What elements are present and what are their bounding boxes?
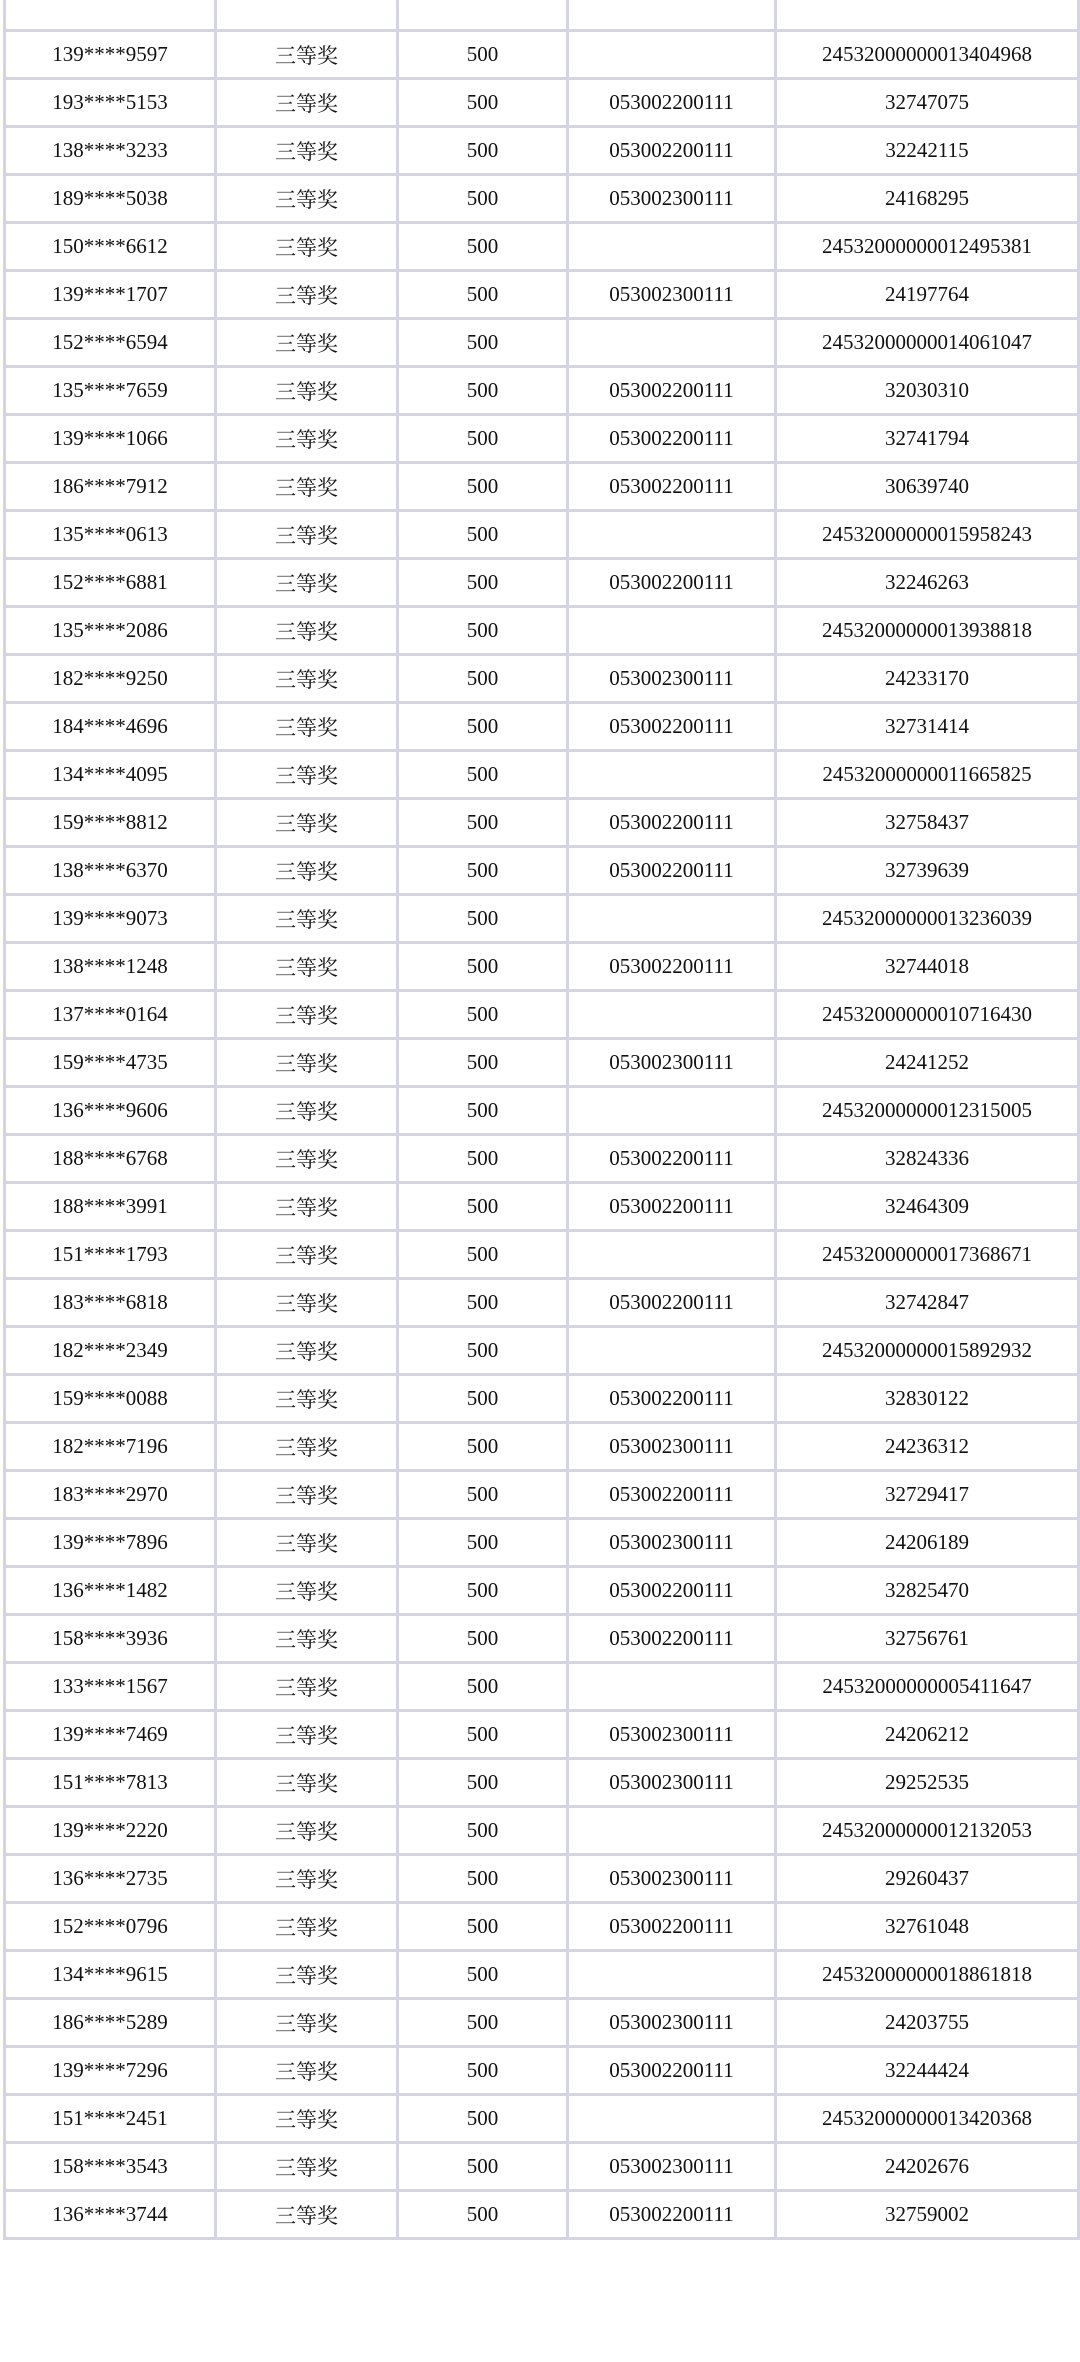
prize-level-cell: 三等奖 xyxy=(216,1231,398,1279)
number-cell: 32731414 xyxy=(776,703,1079,751)
phone-cell: 133****1567 xyxy=(5,1663,216,1711)
phone-cell: 139****1707 xyxy=(5,271,216,319)
phone-cell: 188****3991 xyxy=(5,1183,216,1231)
table-row xyxy=(5,2191,1079,2239)
code-cell: 053002200111 xyxy=(568,1567,776,1615)
code-cell xyxy=(568,223,776,271)
code-cell: 053002300111 xyxy=(568,2143,776,2191)
code-cell: 053002200111 xyxy=(568,1135,776,1183)
phone-cell: 159****0088 xyxy=(5,1375,216,1423)
phone-cell: 139****9597 xyxy=(5,31,216,79)
amount-cell: 500 xyxy=(398,1039,568,1087)
table-row xyxy=(5,415,1079,463)
code-cell: 053002300111 xyxy=(568,1999,776,2047)
phone-cell: 139****2220 xyxy=(5,1807,216,1855)
number-cell: 24532000000005411647 xyxy=(776,1663,1079,1711)
amount-cell: 500 xyxy=(398,2047,568,2095)
code-cell: 053002200111 xyxy=(568,367,776,415)
phone-cell: 159****8812 xyxy=(5,799,216,847)
code-cell xyxy=(568,1087,776,1135)
phone-cell: 182****9250 xyxy=(5,655,216,703)
number-cell: 30639740 xyxy=(776,463,1079,511)
table-row xyxy=(5,1711,1079,1759)
phone-cell: 188****6768 xyxy=(5,1135,216,1183)
table-row xyxy=(5,1327,1079,1375)
prize-level-cell: 三等奖 xyxy=(216,1663,398,1711)
prize-level-cell: 三等奖 xyxy=(216,1999,398,2047)
table-row xyxy=(5,895,1079,943)
table-row xyxy=(5,175,1079,223)
winners-table-body xyxy=(5,0,1079,2239)
prize-level-cell: 三等奖 xyxy=(216,415,398,463)
table-row xyxy=(5,79,1079,127)
phone-cell: 135****2086 xyxy=(5,607,216,655)
code-cell: 053002300111 xyxy=(568,1519,776,1567)
phone-cell: 135****7659 xyxy=(5,367,216,415)
number-cell: 32756761 xyxy=(776,1615,1079,1663)
prize-level-cell: 三等奖 xyxy=(216,175,398,223)
number-cell: 24233170 xyxy=(776,655,1079,703)
number-cell: 32246263 xyxy=(776,559,1079,607)
amount-cell: 500 xyxy=(398,1855,568,1903)
table-row xyxy=(5,1471,1079,1519)
code-cell: 053002200111 xyxy=(568,943,776,991)
amount-cell: 500 xyxy=(398,943,568,991)
amount-cell: 500 xyxy=(398,559,568,607)
number-cell: 32030310 xyxy=(776,367,1079,415)
amount-cell: 500 xyxy=(398,1471,568,1519)
phone-cell: 151****7813 xyxy=(5,1759,216,1807)
number-cell xyxy=(776,0,1079,31)
phone-cell: 139****7469 xyxy=(5,1711,216,1759)
table-row xyxy=(5,943,1079,991)
number-cell: 24532000000012315005 xyxy=(776,1087,1079,1135)
code-cell xyxy=(568,1231,776,1279)
phone-cell: 150****6612 xyxy=(5,223,216,271)
prize-level-cell: 三等奖 xyxy=(216,991,398,1039)
number-cell: 24532000000013404968 xyxy=(776,31,1079,79)
number-cell: 24532000000014061047 xyxy=(776,319,1079,367)
code-cell: 053002200111 xyxy=(568,847,776,895)
prize-level-cell: 三等奖 xyxy=(216,271,398,319)
amount-cell: 500 xyxy=(398,1903,568,1951)
number-cell: 24532000000011665825 xyxy=(776,751,1079,799)
phone-cell: 182****7196 xyxy=(5,1423,216,1471)
prize-level-cell: 三等奖 xyxy=(216,1567,398,1615)
number-cell: 24532000000015958243 xyxy=(776,511,1079,559)
prize-level-cell: 三等奖 xyxy=(216,1807,398,1855)
prize-level-cell: 三等奖 xyxy=(216,367,398,415)
winners-table xyxy=(3,0,1080,2240)
number-cell: 32729417 xyxy=(776,1471,1079,1519)
phone-cell: 134****4095 xyxy=(5,751,216,799)
number-cell: 32830122 xyxy=(776,1375,1079,1423)
number-cell: 32244424 xyxy=(776,2047,1079,2095)
code-cell: 053002200111 xyxy=(568,1615,776,1663)
phone-cell: 152****0796 xyxy=(5,1903,216,1951)
phone-cell: 136****9606 xyxy=(5,1087,216,1135)
amount-cell: 500 xyxy=(398,271,568,319)
prize-level-cell: 三等奖 xyxy=(216,511,398,559)
phone-cell: 136****1482 xyxy=(5,1567,216,1615)
amount-cell: 500 xyxy=(398,1519,568,1567)
prize-level-cell: 三等奖 xyxy=(216,1375,398,1423)
table-row xyxy=(5,1087,1079,1135)
amount-cell: 500 xyxy=(398,367,568,415)
prize-level-cell: 三等奖 xyxy=(216,79,398,127)
table-row xyxy=(5,1039,1079,1087)
number-cell: 24532000000018861818 xyxy=(776,1951,1079,1999)
prize-level-cell: 三等奖 xyxy=(216,1183,398,1231)
table-row xyxy=(5,2095,1079,2143)
table-row xyxy=(5,991,1079,1039)
number-cell: 24532000000013236039 xyxy=(776,895,1079,943)
code-cell: 053002300111 xyxy=(568,1759,776,1807)
prize-level-cell: 三等奖 xyxy=(216,655,398,703)
phone-cell: 152****6594 xyxy=(5,319,216,367)
number-cell: 32747075 xyxy=(776,79,1079,127)
number-cell: 32759002 xyxy=(776,2191,1079,2239)
table-row xyxy=(5,367,1079,415)
table-row xyxy=(5,319,1079,367)
table-row xyxy=(5,2047,1079,2095)
code-cell: 053002300111 xyxy=(568,1039,776,1087)
code-cell xyxy=(568,0,776,31)
prize-level-cell: 三等奖 xyxy=(216,1903,398,1951)
prize-level-cell: 三等奖 xyxy=(216,1471,398,1519)
amount-cell: 500 xyxy=(398,1231,568,1279)
number-cell: 24203755 xyxy=(776,1999,1079,2047)
number-cell: 32739639 xyxy=(776,847,1079,895)
amount-cell: 500 xyxy=(398,79,568,127)
amount-cell: 500 xyxy=(398,1567,568,1615)
number-cell: 32242115 xyxy=(776,127,1079,175)
amount-cell: 500 xyxy=(398,511,568,559)
prize-level-cell: 三等奖 xyxy=(216,2191,398,2239)
table-row xyxy=(5,1663,1079,1711)
amount-cell: 500 xyxy=(398,175,568,223)
amount-cell: 500 xyxy=(398,1087,568,1135)
spacer-row xyxy=(5,0,1079,31)
number-cell: 24197764 xyxy=(776,271,1079,319)
code-cell: 053002200111 xyxy=(568,703,776,751)
code-cell xyxy=(568,511,776,559)
prize-level-cell: 三等奖 xyxy=(216,127,398,175)
number-cell: 32464309 xyxy=(776,1183,1079,1231)
number-cell: 32741794 xyxy=(776,415,1079,463)
code-cell xyxy=(568,607,776,655)
prize-level-cell: 三等奖 xyxy=(216,943,398,991)
table-row xyxy=(5,1567,1079,1615)
phone-cell: 136****2735 xyxy=(5,1855,216,1903)
code-cell: 053002200111 xyxy=(568,1183,776,1231)
code-cell: 053002300111 xyxy=(568,1423,776,1471)
amount-cell: 500 xyxy=(398,1135,568,1183)
phone-cell: 184****4696 xyxy=(5,703,216,751)
number-cell: 24532000000013938818 xyxy=(776,607,1079,655)
code-cell xyxy=(568,1807,776,1855)
prize-level-cell: 三等奖 xyxy=(216,1327,398,1375)
number-cell: 24532000000010716430 xyxy=(776,991,1079,1039)
prize-level-cell: 三等奖 xyxy=(216,1039,398,1087)
number-cell: 24532000000017368671 xyxy=(776,1231,1079,1279)
amount-cell xyxy=(398,0,568,31)
table-row xyxy=(5,655,1079,703)
prize-level-cell: 三等奖 xyxy=(216,2143,398,2191)
prize-level-cell: 三等奖 xyxy=(216,799,398,847)
amount-cell: 500 xyxy=(398,1375,568,1423)
code-cell: 053002200111 xyxy=(568,2047,776,2095)
number-cell: 32742847 xyxy=(776,1279,1079,1327)
number-cell: 32758437 xyxy=(776,799,1079,847)
prize-level-cell: 三等奖 xyxy=(216,1951,398,1999)
code-cell xyxy=(568,1951,776,1999)
code-cell xyxy=(568,319,776,367)
code-cell xyxy=(568,991,776,1039)
phone-cell: 152****6881 xyxy=(5,559,216,607)
number-cell: 24206189 xyxy=(776,1519,1079,1567)
phone-cell: 183****2970 xyxy=(5,1471,216,1519)
phone-cell: 134****9615 xyxy=(5,1951,216,1999)
phone-cell: 138****1248 xyxy=(5,943,216,991)
amount-cell: 500 xyxy=(398,1759,568,1807)
amount-cell: 500 xyxy=(398,751,568,799)
code-cell xyxy=(568,895,776,943)
table-row xyxy=(5,1951,1079,1999)
table-row xyxy=(5,31,1079,79)
number-cell: 24532000000012495381 xyxy=(776,223,1079,271)
number-cell: 29252535 xyxy=(776,1759,1079,1807)
amount-cell: 500 xyxy=(398,847,568,895)
amount-cell: 500 xyxy=(398,1183,568,1231)
amount-cell: 500 xyxy=(398,31,568,79)
amount-cell: 500 xyxy=(398,1663,568,1711)
phone-cell: 139****7296 xyxy=(5,2047,216,2095)
amount-cell: 500 xyxy=(398,2191,568,2239)
prize-level-cell xyxy=(216,0,398,31)
phone-cell: 139****1066 xyxy=(5,415,216,463)
number-cell: 24241252 xyxy=(776,1039,1079,1087)
amount-cell: 500 xyxy=(398,1615,568,1663)
number-cell: 32761048 xyxy=(776,1903,1079,1951)
amount-cell: 500 xyxy=(398,1327,568,1375)
number-cell: 32824336 xyxy=(776,1135,1079,1183)
code-cell: 053002200111 xyxy=(568,463,776,511)
code-cell: 053002300111 xyxy=(568,655,776,703)
prize-level-cell: 三等奖 xyxy=(216,1711,398,1759)
number-cell: 24236312 xyxy=(776,1423,1079,1471)
phone-cell: 151****1793 xyxy=(5,1231,216,1279)
amount-cell: 500 xyxy=(398,463,568,511)
table-row xyxy=(5,1279,1079,1327)
code-cell: 053002300111 xyxy=(568,271,776,319)
table-row xyxy=(5,1135,1079,1183)
phone-cell xyxy=(5,0,216,31)
prize-level-cell: 三等奖 xyxy=(216,319,398,367)
code-cell xyxy=(568,1327,776,1375)
code-cell: 053002200111 xyxy=(568,79,776,127)
phone-cell: 183****6818 xyxy=(5,1279,216,1327)
prize-level-cell: 三等奖 xyxy=(216,1135,398,1183)
table-row xyxy=(5,1375,1079,1423)
prize-level-cell: 三等奖 xyxy=(216,31,398,79)
amount-cell: 500 xyxy=(398,127,568,175)
phone-cell: 182****2349 xyxy=(5,1327,216,1375)
code-cell: 053002200111 xyxy=(568,799,776,847)
prize-level-cell: 三等奖 xyxy=(216,895,398,943)
amount-cell: 500 xyxy=(398,1423,568,1471)
amount-cell: 500 xyxy=(398,1711,568,1759)
amount-cell: 500 xyxy=(398,223,568,271)
prize-level-cell: 三等奖 xyxy=(216,1855,398,1903)
prize-level-cell: 三等奖 xyxy=(216,1519,398,1567)
table-row xyxy=(5,799,1079,847)
phone-cell: 186****5289 xyxy=(5,1999,216,2047)
amount-cell: 500 xyxy=(398,655,568,703)
number-cell: 29260437 xyxy=(776,1855,1079,1903)
code-cell: 053002300111 xyxy=(568,175,776,223)
amount-cell: 500 xyxy=(398,895,568,943)
table-row xyxy=(5,2143,1079,2191)
table-row xyxy=(5,847,1079,895)
number-cell: 24532000000015892932 xyxy=(776,1327,1079,1375)
code-cell: 053002200111 xyxy=(568,127,776,175)
phone-cell: 137****0164 xyxy=(5,991,216,1039)
table-row xyxy=(5,703,1079,751)
phone-cell: 193****5153 xyxy=(5,79,216,127)
number-cell: 24206212 xyxy=(776,1711,1079,1759)
amount-cell: 500 xyxy=(398,415,568,463)
prize-level-cell: 三等奖 xyxy=(216,1759,398,1807)
table-row xyxy=(5,559,1079,607)
prize-level-cell: 三等奖 xyxy=(216,559,398,607)
table-row xyxy=(5,511,1079,559)
table-row xyxy=(5,607,1079,655)
number-cell: 24168295 xyxy=(776,175,1079,223)
amount-cell: 500 xyxy=(398,607,568,655)
amount-cell: 500 xyxy=(398,1999,568,2047)
phone-cell: 139****7896 xyxy=(5,1519,216,1567)
code-cell: 053002200111 xyxy=(568,1471,776,1519)
table-row xyxy=(5,1903,1079,1951)
code-cell: 053002200111 xyxy=(568,1903,776,1951)
code-cell xyxy=(568,2095,776,2143)
table-row xyxy=(5,1855,1079,1903)
phone-cell: 136****3744 xyxy=(5,2191,216,2239)
table-row xyxy=(5,1519,1079,1567)
phone-cell: 158****3936 xyxy=(5,1615,216,1663)
table-row xyxy=(5,1807,1079,1855)
table-row xyxy=(5,1423,1079,1471)
code-cell: 053002200111 xyxy=(568,415,776,463)
prize-level-cell: 三等奖 xyxy=(216,463,398,511)
code-cell: 053002300111 xyxy=(568,1711,776,1759)
amount-cell: 500 xyxy=(398,319,568,367)
prize-level-cell: 三等奖 xyxy=(216,1615,398,1663)
phone-cell: 138****3233 xyxy=(5,127,216,175)
number-cell: 32744018 xyxy=(776,943,1079,991)
table-row xyxy=(5,223,1079,271)
table-row xyxy=(5,463,1079,511)
code-cell: 053002200111 xyxy=(568,559,776,607)
amount-cell: 500 xyxy=(398,799,568,847)
amount-cell: 500 xyxy=(398,2095,568,2143)
prize-level-cell: 三等奖 xyxy=(216,703,398,751)
code-cell xyxy=(568,1663,776,1711)
phone-cell: 159****4735 xyxy=(5,1039,216,1087)
amount-cell: 500 xyxy=(398,703,568,751)
phone-cell: 158****3543 xyxy=(5,2143,216,2191)
code-cell xyxy=(568,751,776,799)
prize-level-cell: 三等奖 xyxy=(216,2095,398,2143)
code-cell: 053002300111 xyxy=(568,1855,776,1903)
amount-cell: 500 xyxy=(398,1807,568,1855)
number-cell: 32825470 xyxy=(776,1567,1079,1615)
prize-level-cell: 三等奖 xyxy=(216,847,398,895)
number-cell: 24202676 xyxy=(776,2143,1079,2191)
code-cell: 053002200111 xyxy=(568,1279,776,1327)
prize-level-cell: 三等奖 xyxy=(216,223,398,271)
phone-cell: 186****7912 xyxy=(5,463,216,511)
table-row xyxy=(5,127,1079,175)
table-row xyxy=(5,1759,1079,1807)
table-row xyxy=(5,751,1079,799)
table-row xyxy=(5,1231,1079,1279)
number-cell: 24532000000013420368 xyxy=(776,2095,1079,2143)
phone-cell: 135****0613 xyxy=(5,511,216,559)
prize-level-cell: 三等奖 xyxy=(216,2047,398,2095)
amount-cell: 500 xyxy=(398,1279,568,1327)
code-cell: 053002200111 xyxy=(568,1375,776,1423)
table-row xyxy=(5,271,1079,319)
prize-level-cell: 三等奖 xyxy=(216,1087,398,1135)
table-row xyxy=(5,1183,1079,1231)
amount-cell: 500 xyxy=(398,991,568,1039)
phone-cell: 138****6370 xyxy=(5,847,216,895)
code-cell: 053002200111 xyxy=(568,2191,776,2239)
prize-level-cell: 三等奖 xyxy=(216,1279,398,1327)
number-cell: 24532000000012132053 xyxy=(776,1807,1079,1855)
phone-cell: 189****5038 xyxy=(5,175,216,223)
table-row xyxy=(5,1615,1079,1663)
phone-cell: 151****2451 xyxy=(5,2095,216,2143)
phone-cell: 139****9073 xyxy=(5,895,216,943)
code-cell xyxy=(568,31,776,79)
table-row xyxy=(5,1999,1079,2047)
amount-cell: 500 xyxy=(398,1951,568,1999)
amount-cell: 500 xyxy=(398,2143,568,2191)
prize-level-cell: 三等奖 xyxy=(216,751,398,799)
prize-level-cell: 三等奖 xyxy=(216,1423,398,1471)
prize-level-cell: 三等奖 xyxy=(216,607,398,655)
